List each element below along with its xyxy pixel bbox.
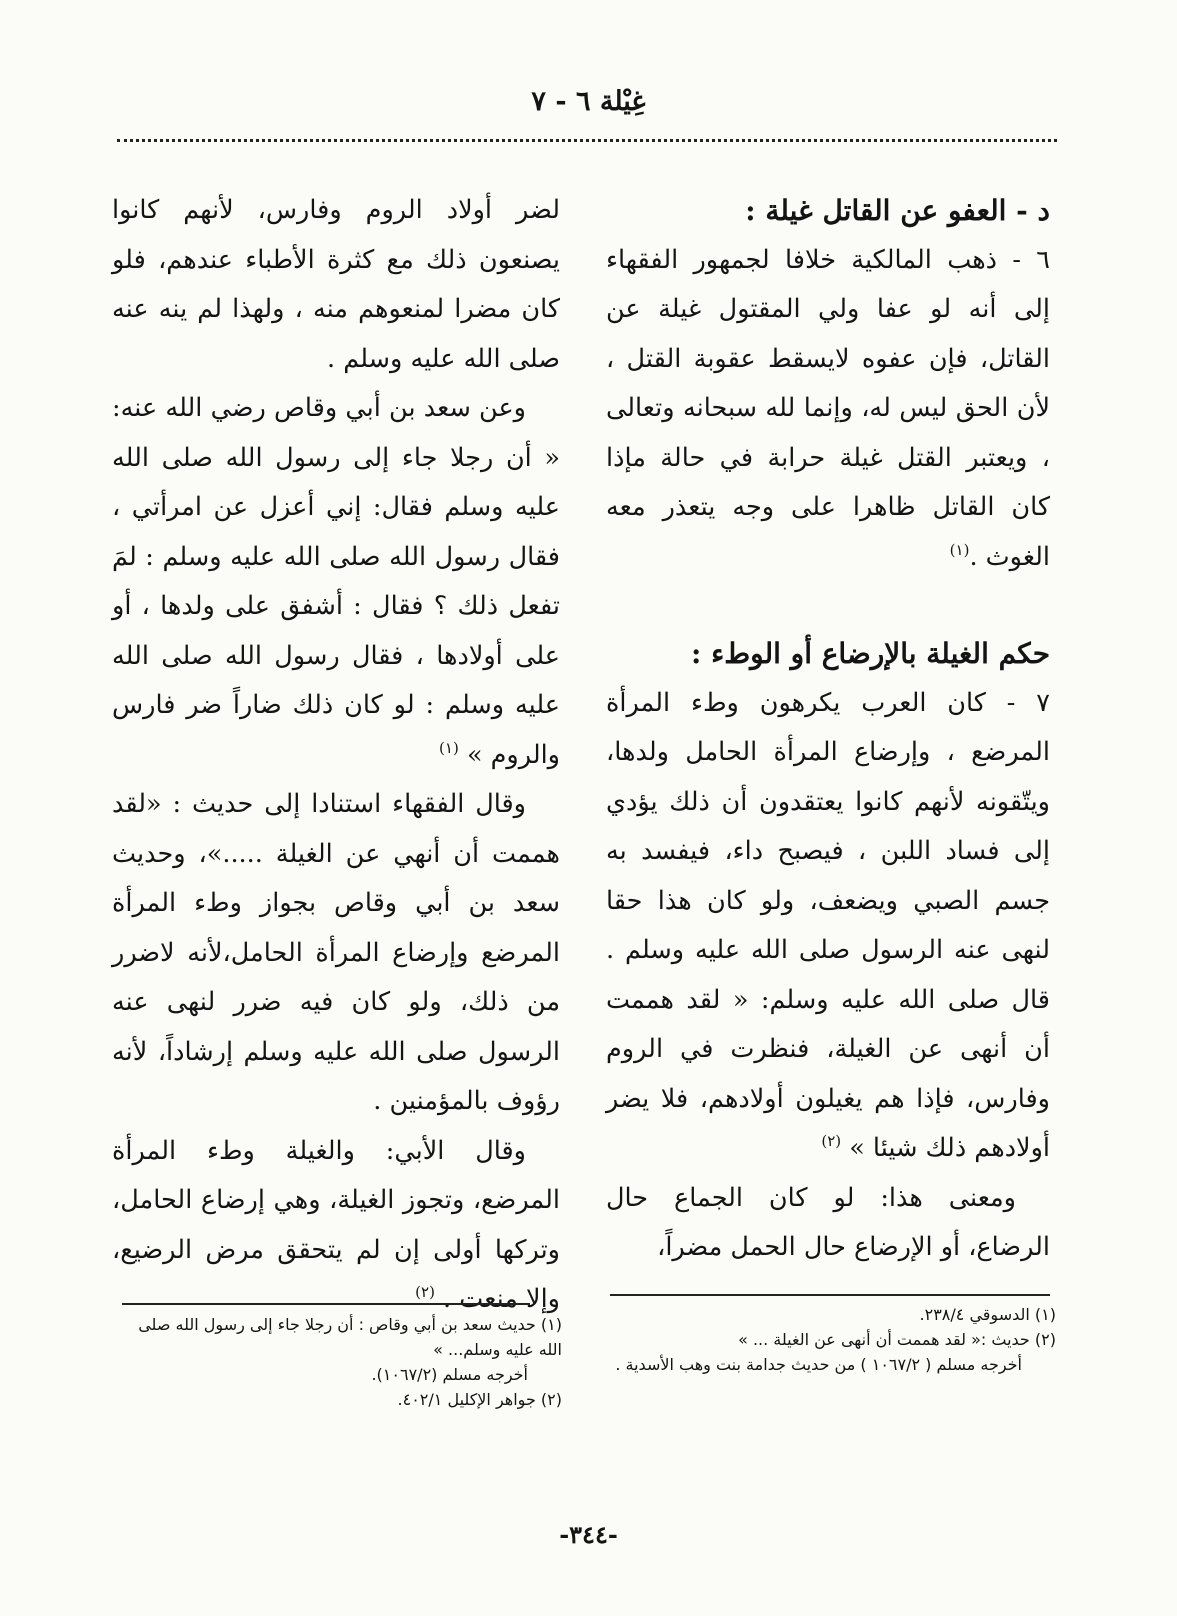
paragraph-text: وعن سعد بن أبي وقاص رضي الله عنه: « أن رجلا جاء إلى رسول الله صلى الله عليه وسلم فقال: إني أعزل عن امرأتي ، فقال رسول الله صلى الله عليه وسلم : لمَ تفعل ذلك ؟ فقال : أشفق على ولدها ، أو على أولادها ، فقال رسول الله صلى الله عليه وسلم : لو كان ذلك ضاراً ضر فارس والروم » [112, 393, 560, 770]
footnote-item: أخرجه مسلم (١٠٦٧/٢). [371, 1365, 528, 1384]
spacer [606, 582, 1050, 629]
footnote-item: (٢) حديث :« لقد هممت أن أنهى عن الغيلة ... » [738, 1330, 1056, 1349]
paragraph-text: وقال الأبي: والغيلة وطء المرأة المرضع، وتجوز الغيلة، وهي إرضاع الحامل، وتركها أولى إن لم يتحقق مرض الرضيع، وإلا منعت . [112, 1135, 560, 1314]
footnote-ref: (٢) [821, 1132, 842, 1150]
footnote-item: أخرجه مسلم ( ١٠٦٧/٢ ) من حديث جدامة بنت وهب الأسدية . [615, 1355, 1022, 1374]
right-column [606, 186, 1050, 1273]
footnote-item: (٢) جواهر الإكليل ٤٠٢/١. [397, 1390, 562, 1409]
page-header: غِيْلة ٦ - ٧ [531, 86, 646, 117]
paragraph-continuation: لضر أولاد الروم وفارس، لأنهم كانوا يصنعون ذلك مع كثرة الأطباء عندهم، فلو كان مضرا لمنعوهم منه ، ولهذا لم ينه عنه صلى الله عليه وسلم . [112, 195, 560, 374]
paragraph-al-ubbi [112, 1127, 560, 1325]
footnotes-left [112, 1312, 562, 1412]
section-heading-pardon: د - العفو عن القاتل غيلة : [745, 194, 1050, 227]
paragraph-text: ٧ - كان العرب يكرهون وطء المرأة المرضع ، وإرضاع المرأة الحامل ولدها، ويتّقونه لأنهم كانوا يعتقدون أن ذلك يؤدي إلى فساد اللبن ، فيصبح داء، فيفسد به جسم الصبي ويضعف، ولو كان هذا حقا لنهى عنه الرسول صلى الله عليه وسلم . قال صلى الله عليه وسلم: « لقد هممت أن أنهى عن الغيلة، فنظرت في الروم وفارس، فإذا هم يغيلون أولادهم، فلا يضر أولادهم ذلك شيئا » [606, 687, 1050, 1163]
footnote-item: (١) الدسوقي ٢٣٨/٤. [919, 1305, 1056, 1324]
paragraph-jurists: وقال الفقهاء استنادا إلى حديث : «لقد هممت أن أنهي عن الغيلة .....»، وحديث سعد بن أبي وقاص بجواز وطء المرأة المرضع وإرضاع المرأة الحامل،لأنه لاضرر من ذلك، ولو كان فيه ضرر لنهى عنه الرسول صلى الله عليه وسلم إرشاداً، لأنه رؤوف بالمؤمنين . [112, 789, 560, 1116]
footnote-rule-right [610, 1294, 1050, 1296]
footnote-ref: (١) [439, 738, 459, 757]
paragraph-saad-hadith [112, 384, 560, 780]
footnote-rule-left [122, 1303, 530, 1305]
paragraph-7 [606, 679, 1050, 1174]
section-heading-ruling: حكم الغيلة بالإرضاع أو الوطء : [691, 637, 1050, 670]
header-dotted-rule [117, 139, 1057, 142]
page-number: -٣٤٤- [559, 1520, 618, 1549]
footnote-ref: (١) [949, 540, 970, 559]
paragraph-meaning: ومعنى هذا: لو كان الجماع حال الرضاع، أو الإرضاع حال الحمل مضراً، [606, 1182, 1050, 1262]
footnotes-right [612, 1302, 1056, 1377]
footnote-item: (١) حديث سعد بن أبي وقاص : أن رجلا جاء إلى رسول الله صلى الله عليه وسلم... » [138, 1315, 562, 1359]
paragraph-6 [606, 236, 1050, 583]
left-column [112, 186, 560, 1325]
paragraph-text: ٦ - ذهب المالكية خلافا لجمهور الفقهاء إلى أنه لو عفا ولي المقتول غيلة عن القاتل، فإن عفوه لايسقط عقوبة القتل ، لأن الحق ليس له، وإنما لله سبحانه وتعالى ، ويعتبر القتل غيلة حرابة في حالة مإذا كان القاتل ظاهرا على وجه يتعذر معه الغوث . [606, 244, 1050, 572]
footnote-ref: (٢) [415, 1283, 435, 1301]
